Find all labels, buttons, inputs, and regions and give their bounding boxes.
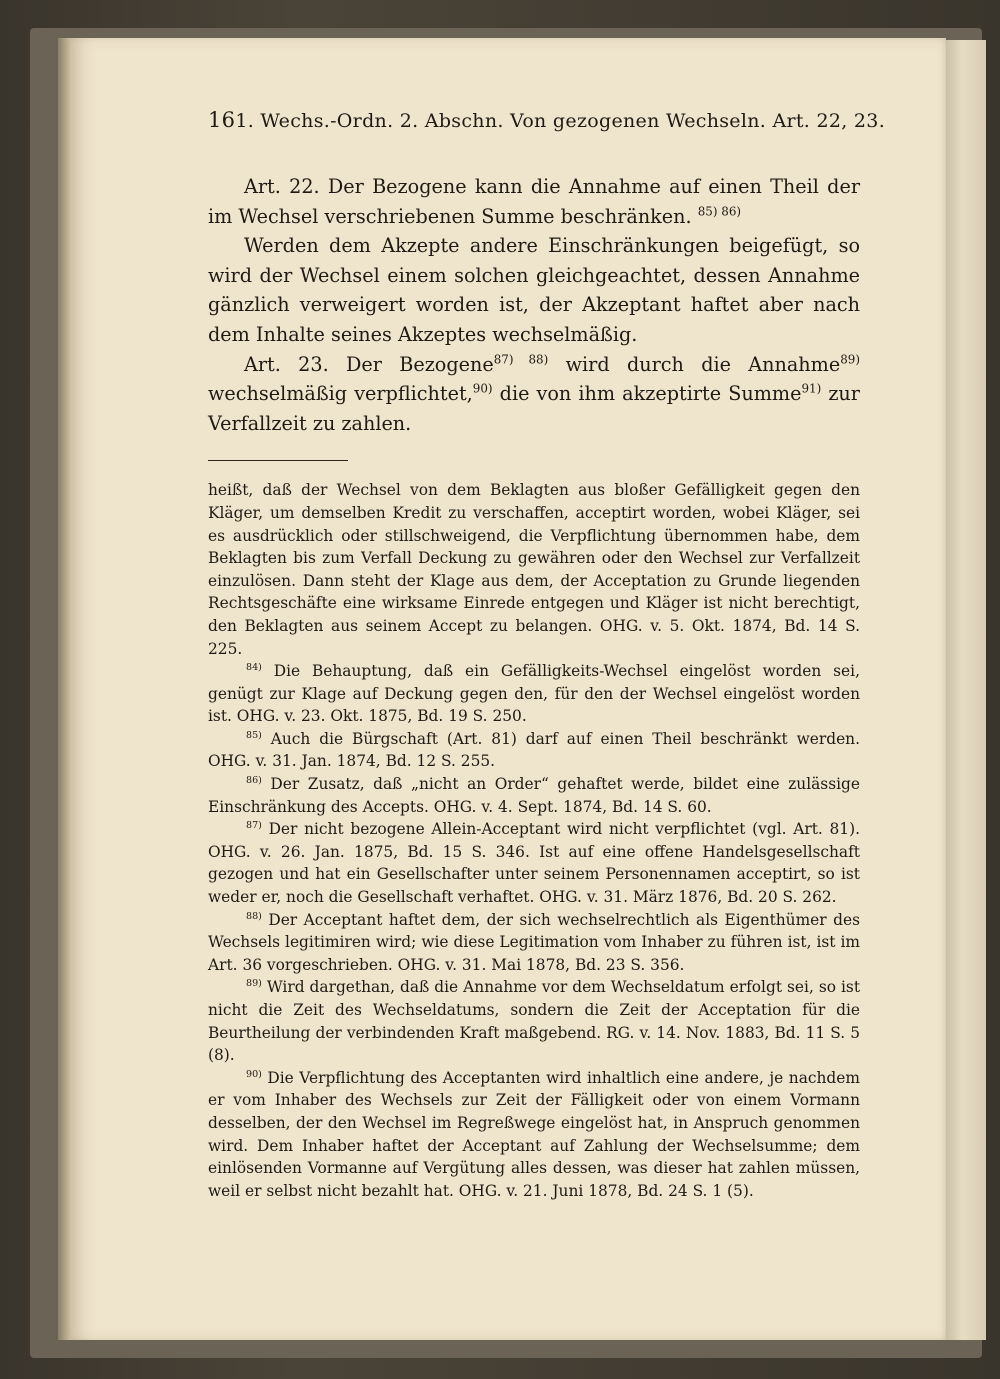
footnote-86: [208, 773, 860, 818]
footnote-number: 89): [246, 978, 262, 990]
footnote-divider: [208, 460, 348, 461]
footnote-ref: 90): [472, 381, 493, 396]
footnote-ref: 87) 88): [493, 352, 549, 367]
footnote-84: [208, 660, 860, 728]
article-23-text: Art. 23. Der Bezogene: [244, 352, 494, 376]
footnote-number: 90): [246, 1068, 262, 1080]
footnote-ref: 91): [801, 381, 822, 396]
footnote-text: Die Behauptung, daß ein Gefälligkeits-Wechsel eingelöst worden sei, genügt zur Klage auf Deckung gegen den, für den der Wechsel eingelöst worden ist. OHG. v. 23. Okt. 1875, Bd. 19 S. 250.: [208, 662, 860, 726]
article-23-text: wechselmäßig verpflichtet,: [208, 382, 473, 406]
footnote-continuation: heißt, daß der Wechsel von dem Beklagten aus bloßer Gefälligkeit gegen den Kläger, um demselben Kredit zu verschaffen, acceptirt worden, wobei Kläger, sei es ausdrücklich oder stillschweigend, die Verpflichtung übernommen habe, dem Beklagten bis zum Verfall Deckung zu gewähren oder den Wechsel zur Verfallzeit einzulösen. Dann steht der Klage aus dem, der Acceptation zu Grunde liegenden Rechtsgeschäfte eine wirksame Einrede entgegen und Kläger ist nicht berechtigt, den Beklagten aus seinem Accept zu belangen. OHG. v. 5. Okt. 1874, Bd. 14 S. 225.: [208, 481, 860, 658]
article-22-text: Art. 22. Der Bezogene kann die Annahme auf einen Theil der im Wechsel verschriebenen Summe beschränken.: [208, 175, 860, 228]
footnote-ref: 85) 86): [697, 204, 742, 219]
running-title: 1. Wechs.-Ordn. 2. Abschn. Von gezogenen Wechseln. Art. 22, 23.: [235, 110, 886, 132]
article-22: [208, 172, 860, 231]
footnote-85: [208, 728, 860, 773]
footnote-text: Die Verpflichtung des Acceptanten wird inhaltlich eine andere, je nachdem er vom Inhaber des Wechsels zur Zeit der Fälligkeit oder von einem Vormann desselben, der den Wechsel im Regreßwege eingelöst hat, in Anspruch genommen wird. Dem Inhaber haftet der Acceptant auf Zahlung der Wechselsumme; dem einlösenden Vormanne auf Vergütung alles dessen, was dieser hat zahlen müssen, weil er selbst nicht bezahlt hat. OHG. v. 21. Juni 1878, Bd. 24 S. 1 (5).: [208, 1068, 860, 1200]
footnote-number: 86): [246, 774, 262, 786]
article-23-text: zur Verfallzeit zu zahlen.: [208, 382, 860, 435]
article-22-para-2: Werden dem Akzepte andere Einschränkungen beigefügt, so wird der Wechsel einem solchen gleichgeachtet, dessen Annahme gänzlich verweigert worden ist, der Akzeptant haftet aber nach dem Inhalte seines Akzeptes wechselmäßig.: [208, 234, 860, 346]
article-23-text: die von ihm akzeptirte Summe: [499, 382, 802, 406]
statute-text: [208, 172, 860, 438]
article-23-text: wird durch die Annahme: [565, 352, 841, 376]
article-23: [208, 350, 860, 439]
footnote-text: Wird dargethan, daß die Annahme vor dem Wechseldatum erfolgt sei, so ist nicht die Zeit des Wechseldatums, sondern die Zeit der Acceptation für die Beurtheilung der verbindenden Kraft maßgebend. RG. v. 14. Nov. 1883, Bd. 11 S. 5 (8).: [208, 978, 861, 1065]
footnote-89: [208, 976, 860, 1066]
footnote-number: 85): [246, 729, 262, 741]
footnote-text: Der Acceptant haftet dem, der sich wechselrechtlich als Eigenthümer des Wechsels legitimiren wird; wie diese Legitimation vom Inhaber zu führen ist, ist im Art. 36 vorgeschrieben. OHG. v. 31. Mai 1878, Bd. 23 S. 356.: [208, 910, 860, 974]
footnotes: [208, 479, 860, 1202]
footnote-number: 88): [246, 910, 262, 922]
footnote-number: 87): [246, 820, 262, 832]
footnote-text: Der Zusatz, daß „nicht an Order“ gehaftet werde, bildet eine zulässige Einschränkung des Accepts. OHG. v. 4. Sept. 1874, Bd. 14 S. 60.: [208, 775, 860, 816]
footnote-text: Der nicht bezogene Allein-Acceptant wird nicht verpflichtet (vgl. Art. 81). OHG. v. 26. Jan. 1875, Bd. 15 S. 346. Ist auf eine offene Handelsgesellschaft gezogen und hat ein Gesellschafter unter seinem Personennamen acceptirt, so ist weder er, noch die Gesellschaft verhaftet. OHG. v. 31. März 1876, Bd. 20 S. 262.: [208, 820, 860, 907]
page-number: 16: [208, 108, 236, 132]
footnote-ref: 89): [840, 352, 860, 367]
footnote-90: [208, 1067, 860, 1203]
page-header: [208, 108, 886, 138]
footnote-text: Auch die Bürgschaft (Art. 81) darf auf einen Theil beschränkt werden. OHG. v. 31. Jan. 1874, Bd. 12 S. 255.: [208, 729, 860, 771]
book-gutter: [58, 38, 70, 1340]
page-edge: [946, 40, 986, 1340]
footnote-87: [208, 818, 860, 908]
footnote-number: 84): [246, 661, 262, 673]
footnote-88: [208, 909, 860, 977]
page-content: [208, 108, 886, 1202]
